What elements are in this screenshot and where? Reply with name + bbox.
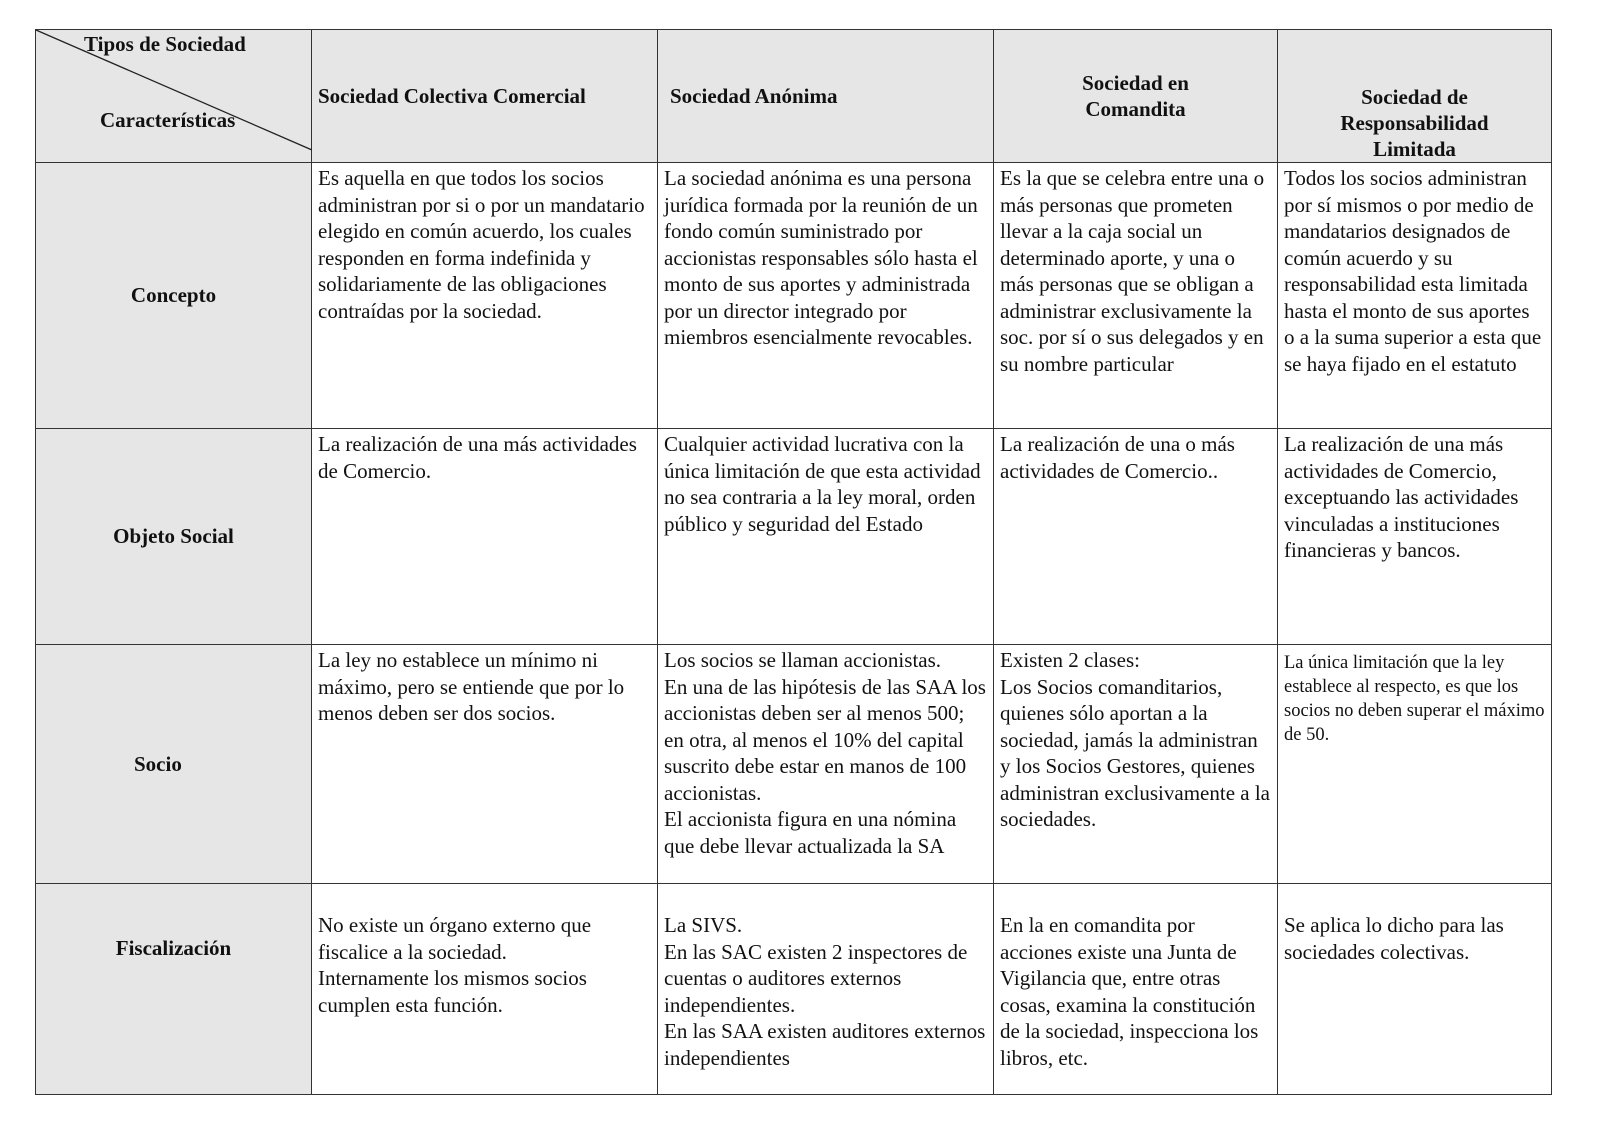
table-row — [36, 429, 1552, 645]
table-row — [36, 163, 1552, 429]
row-header-fiscalizacion: Fiscalización — [36, 884, 312, 1095]
table-cell: La única limitación que la ley establece al respecto, es que los socios no deben superar el máximo de 50. — [1278, 645, 1552, 884]
column-header: Sociedad en Comandita — [994, 30, 1278, 163]
table-cell: Es aquella en que todos los socios administran por si o por un mandatario elegido en común acuerdo, los cuales responden en forma indefinida y solidariamente de las obligaciones contraídas por la sociedad. — [312, 163, 658, 429]
table-cell: Es la que se celebra entre una o más personas que prometen llevar a la caja social un determinado aporte, y una o más personas que se obligan a administrar exclusivamente la soc. por sí o sus delegados y en su nombre particular — [994, 163, 1278, 429]
column-header: Sociedad Colectiva Comercial — [312, 30, 658, 163]
table-cell: Cualquier actividad lucrativa con la única limitación de que esta actividad no sea contraria a la ley moral, orden público y seguridad del Estado — [658, 429, 994, 645]
column-header: Sociedad de Responsabilidad Limitada — [1278, 30, 1552, 163]
table-cell: La sociedad anónima es una persona jurídica formada por la reunión de un fondo común suministrado por accionistas responsables sólo hasta el monto de sus aportes y administrada por un director integrado por miembros esencialmente revocables. — [658, 163, 994, 429]
table-cell: La realización de una más actividades de Comercio, exceptuando las actividades vinculadas a instituciones financieras y bancos. — [1278, 429, 1552, 645]
table-row — [36, 884, 1552, 1095]
table-cell: La SIVS. En las SAC existen 2 inspectores de cuentas o auditores externos independientes. En las SAA existen auditores externos independientes — [658, 884, 994, 1095]
table-cell: Existen 2 clases: Los Socios comanditarios, quienes sólo aportan a la sociedad, jamás la administran y los Socios Gestores, quienes administran exclusivamente a la sociedades. — [994, 645, 1278, 884]
table-cell: La realización de una o más actividades de Comercio.. — [994, 429, 1278, 645]
table-row — [36, 645, 1552, 884]
header-row — [36, 30, 1552, 163]
table-cell: Se aplica lo dicho para las sociedades colectivas. — [1278, 884, 1552, 1095]
row-header-objeto-social: Objeto Social — [36, 429, 312, 645]
table-cell: Todos los socios administran por sí mismos o por medio de mandatarios designados de común acuerdo y su responsabilidad esta limitada hasta el monto de sus aportes o a la suma superior a esta que se haya fijado en el estatuto — [1278, 163, 1552, 429]
table-cell: En la en comandita por acciones existe una Junta de Vigilancia que, entre otras cosas, examina la constitución de la sociedad, inspecciona los libros, etc. — [994, 884, 1278, 1095]
row-header-concepto: Concepto — [36, 163, 312, 429]
table-cell: No existe un órgano externo que fiscalice a la sociedad. Internamente los mismos socios cumplen esta función. — [312, 884, 658, 1095]
corner-bottom-label: Características — [100, 108, 236, 132]
table-cell: Los socios se llaman accionistas. En una de las hipótesis de las SAA los accionistas deben ser al menos 500; en otra, al menos el 10% del capital suscrito debe estar en manos de 100 accionistas. El accionista figura en una nómina que debe llevar actualizada la SA — [658, 645, 994, 884]
table-cell: La realización de una más actividades de Comercio. — [312, 429, 658, 645]
corner-top-label: Tipos de Sociedad — [84, 32, 246, 56]
table-cell: La ley no establece un mínimo ni máximo, pero se entiende que por lo menos deben ser dos socios. — [312, 645, 658, 884]
corner-header — [36, 30, 312, 163]
row-header-socio: Socio — [36, 645, 312, 884]
comparison-table — [35, 29, 1552, 1095]
column-header: Sociedad Anónima — [658, 30, 994, 163]
